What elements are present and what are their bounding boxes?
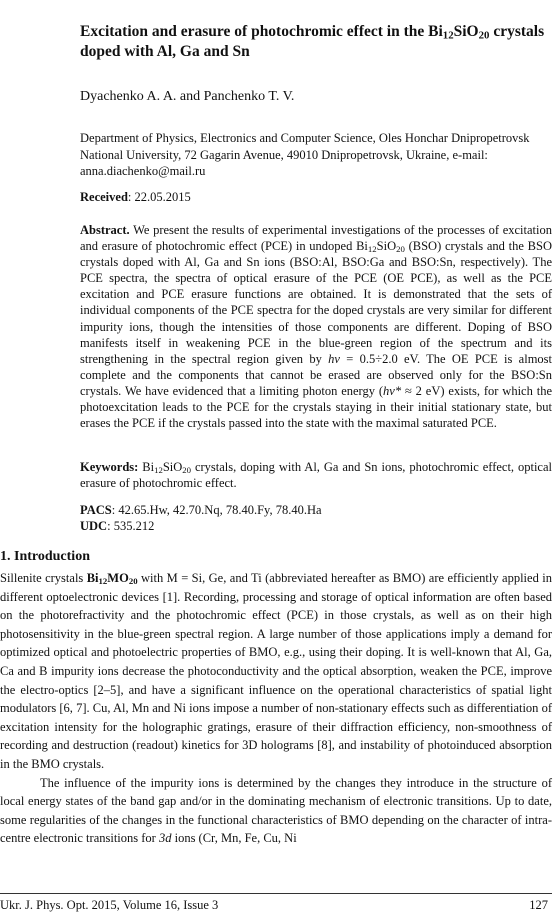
keywords-label: Keywords:	[80, 460, 139, 474]
received-label: Received	[80, 190, 128, 204]
keywords: Keywords: $Bi_{12}SiO_{20}$ crystals, doping with Al, Ga and Sn ions, photochromic effect, optical erasure of photochromic effect.	[80, 460, 553, 490]
introduction-body	[0, 569, 552, 848]
udc-line: UDC: 535.212	[80, 518, 155, 533]
footer-divider	[0, 893, 552, 894]
classification-codes	[80, 503, 552, 534]
page-footer	[0, 897, 552, 913]
section-heading: 1. Introduction	[0, 549, 90, 564]
abstract-label: Abstract.	[80, 223, 130, 237]
affiliation: Department of Physics, Electronics and Computer Science, Oles Honchar Dnipropetrovsk National University, 72 Gagarin Avenue, 49010 Dnipropetrovsk, Ukraine, e-mail: anna.diachenko@mail.ru	[80, 131, 530, 178]
paper-title: Excitation and erasure of photochromic effect in the $Bi_{12}SiO_{20}$ crystals doped with Al, Ga and Sn	[80, 23, 545, 60]
journal-citation: Ukr. J. Phys. Opt. 2015, Volume 16, Issue 3	[0, 898, 219, 912]
pacs-line: PACS: 42.65.Hw, 42.70.Nq, 78.40.Fy, 78.40.Ha	[80, 503, 322, 517]
intro-paragraph-1: Sillenite crystals $Bi_{12}MO_{20}$ with M = Si, Ge, and Ti (abbreviated hereafter as BMO) are efficiently applied in different optoelectronic devices [1]. Recording, processing and storage of optical information are often based on the photorefractivity and the photochromic effect (PCE) in those crystals, as well as on their high photosensitivity in the blue-green spectral region. A large number of those applications imply a demand for optimized optical and photoelectric properties of BMO, e.g., using their doping. It is well-known that Al, Ga, Ca and B impurity ions decrease the photoconductivity and the optical absorption, weaken the PCE, improve the electro-optics [2–5], and have a significant influence on the operational characteristics of spatial light modulators [6, 7]. Cu, Al, Mn and Ni ions impose a number of non-stationary effects such as differentiation of excitation intensity for the holographic gratings, erasure of their diffraction efficiency, non-smoothness of recording and destruction (readout) kinetics for 3D holograms [8], and instability of photoinduced absorption in the BMO crystals.	[0, 571, 552, 771]
authors: Dyachenko A. A. and Panchenko T. V.	[80, 89, 295, 104]
received-date: Received: 22.05.2015	[80, 190, 191, 204]
page-number: 127	[529, 898, 548, 912]
intro-paragraph-2: The influence of the impurity ions is determined by the changes they introduce in the structure of local energy states of the band gap and/or in the dominating mechanism of electronic transitions. Up to date, some regularities of the changes in the functional characteristics of BMO depending on the character of intra-centre electronic transitions for 3d ions (Cr, Mn, Fe, Cu, Ni	[0, 775, 552, 846]
abstract: Abstract. We present the results of experimental investigations of the processes of excitation and erasure of photochromic effect (PCE) in undoped $Bi_{12}SiO_{20}$ (BSO) crystals and the BSO crystals doped with Al, Ga and Sn ions (BSO:Al, BSO:Ga and BSO:Sn, respectively). The PCE spectra, the spectra of optical erasure of the PCE (OE PCE), as well as the PCE excitation and PCE erasure functions are obtained. It is demonstrated that the sets of individual components of the PCE spectra for the doped crystals are very similar for different impurity ions, though the intensities of those components are different. Doping of BSO manifests itself in weakening PCE in the blue-green region of the spectrum and its strengthening in the spectral region given by hv = 0.5÷2.0 eV. The OE PCE is almost complete and the components that cannot be erased are observed only for the BSO:Sn crystals. We have evidenced that a limiting photon energy (hv* ≈ 2 eV) exists, for which the photoexcitation leads to the PCE for the crystals staying in their initial stationary state, but erases the PCE if the crystals passed into the state with the maximal saturated PCE.	[80, 223, 553, 431]
